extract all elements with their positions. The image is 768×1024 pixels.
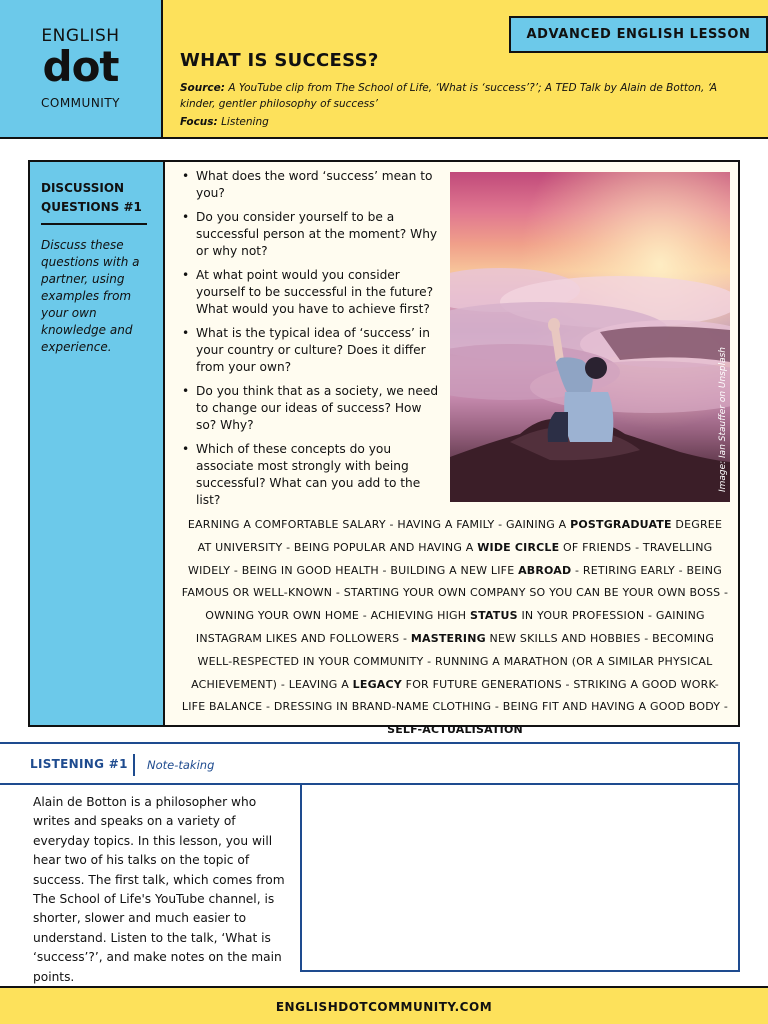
discussion-heading: DISCUSSION QUESTIONS #1 — [41, 179, 147, 225]
focus-label: Focus: — [180, 116, 218, 128]
focus-line — [180, 116, 269, 128]
question-item: • What does the word ‘success’ mean to you? — [180, 168, 445, 202]
concept-text: EARNING A COMFORTABLE SALARY - HAVING A FAMILY - GAINING A — [187, 518, 571, 531]
photo-illustration — [450, 172, 730, 502]
image-credit: Image: Ian Stauffer on Unsplash — [718, 346, 728, 492]
question-item: • Do you think that as a society, we need to change our ideas of success? How so? Why? — [180, 383, 445, 434]
concept-keyword: LEGACY — [352, 677, 402, 691]
concept-text: DEGREE AT UNIVERSITY - BEING POPULAR AND HAVING A — [197, 518, 723, 554]
lesson-level-tag: ADVANCED ENGLISH LESSON — [509, 16, 768, 53]
concept-keyword: ABROAD — [518, 563, 572, 577]
discussion-section — [28, 160, 740, 737]
concept-keyword: STATUS — [469, 609, 518, 623]
page-title: WHAT IS SUCCESS? — [180, 50, 379, 71]
question-list — [180, 168, 445, 516]
source-label: Source: — [180, 82, 225, 94]
listening-subtitle: Note-taking — [147, 758, 215, 772]
logo-top-text: ENGLISH — [41, 26, 120, 46]
question-item: • At what point would you consider yourself to be successful in the future? What would you have to achieve first? — [180, 267, 445, 318]
concept-text: NEW SKILLS AND HOBBIES - BECOMING WELL-RESPECTED IN YOUR COMMUNITY - RUNNING A MARATHON (OR A SIMILAR PHYSICAL ACHIEVEMENT) - LEAVING A — [191, 631, 715, 691]
header — [163, 0, 768, 139]
concept-keyword: SELF-ACTUALISATION — [387, 723, 523, 737]
concepts-list — [180, 514, 730, 742]
concept-text: - RETIRING EARLY - BEING FAMOUS OR WELL-KNOWN - STARTING YOUR OWN COMPANY SO YOU CAN BE YOUR OWN BOSS - OWNING YOUR OWN HOME - ACHIEVING HIGH — [181, 563, 729, 623]
question-item: • Which of these concepts do you associate most strongly with being successful? What can you add to the list? — [180, 441, 445, 509]
focus-text: Listening — [221, 116, 269, 128]
logo — [0, 0, 163, 139]
source-text: A YouTube clip from The School of Life, ‘What is ‘success’?’; A TED Talk by Alain de Botton, ‘A kinder, gentler philosophy of success’ — [180, 82, 718, 110]
listening-instructions: Alain de Botton is a philosopher who writes and speaks on a variety of everyday topics. In this lesson, you will hear two of his talks on the topic of success. The first talk, which comes from The School of Life's YouTube channel, is shorter, slower and much easier to understand. Listen to the talk, ‘What is ‘success’?’, and make notes on the main points. — [33, 795, 285, 984]
discussion-instructions: Discuss these questions with a partner, using examples from your own knowledge and experience. — [41, 238, 140, 354]
concept-text: IN YOUR PROFESSION - GAINING INSTAGRAM LIKES AND FOLLOWERS - — [195, 609, 705, 645]
listening-title: LISTENING #1 — [30, 757, 128, 771]
listening-header — [0, 742, 740, 785]
question-item: • What is the typical idea of ‘success’ in your country or culture? Does it differ from your own? — [180, 325, 445, 376]
concept-text: OF FRIENDS - TRAVELLING WIDELY - BEING IN GOOD HEALTH - BUILDING A NEW LIFE — [188, 540, 713, 577]
notes-area[interactable] — [300, 785, 740, 972]
concept-keyword: MASTERING — [410, 631, 486, 645]
concept-keyword: POSTGRADUATE — [570, 518, 672, 531]
concept-text: FOR FUTURE GENERATIONS - STRIKING A GOOD WORK-LIFE BALANCE - DRESSING IN BRAND-NAME CLOTHING - BEING FIT AND HAVING A GOOD BODY - — [181, 677, 729, 714]
footer-website[interactable]: ENGLISHDOTCOMMUNITY.COM — [0, 986, 768, 1024]
listening-divider — [133, 754, 135, 776]
logo-bottom-text: COMMUNITY — [41, 96, 120, 110]
source-line — [180, 80, 750, 112]
discussion-sidebar — [30, 162, 165, 725]
logo-dot-text: dot — [42, 42, 119, 91]
concept-keyword: WIDE CIRCLE — [477, 540, 560, 554]
success-photo — [450, 172, 730, 502]
question-item: • Do you consider yourself to be a successful person at the moment? Why or why not? — [180, 209, 445, 260]
